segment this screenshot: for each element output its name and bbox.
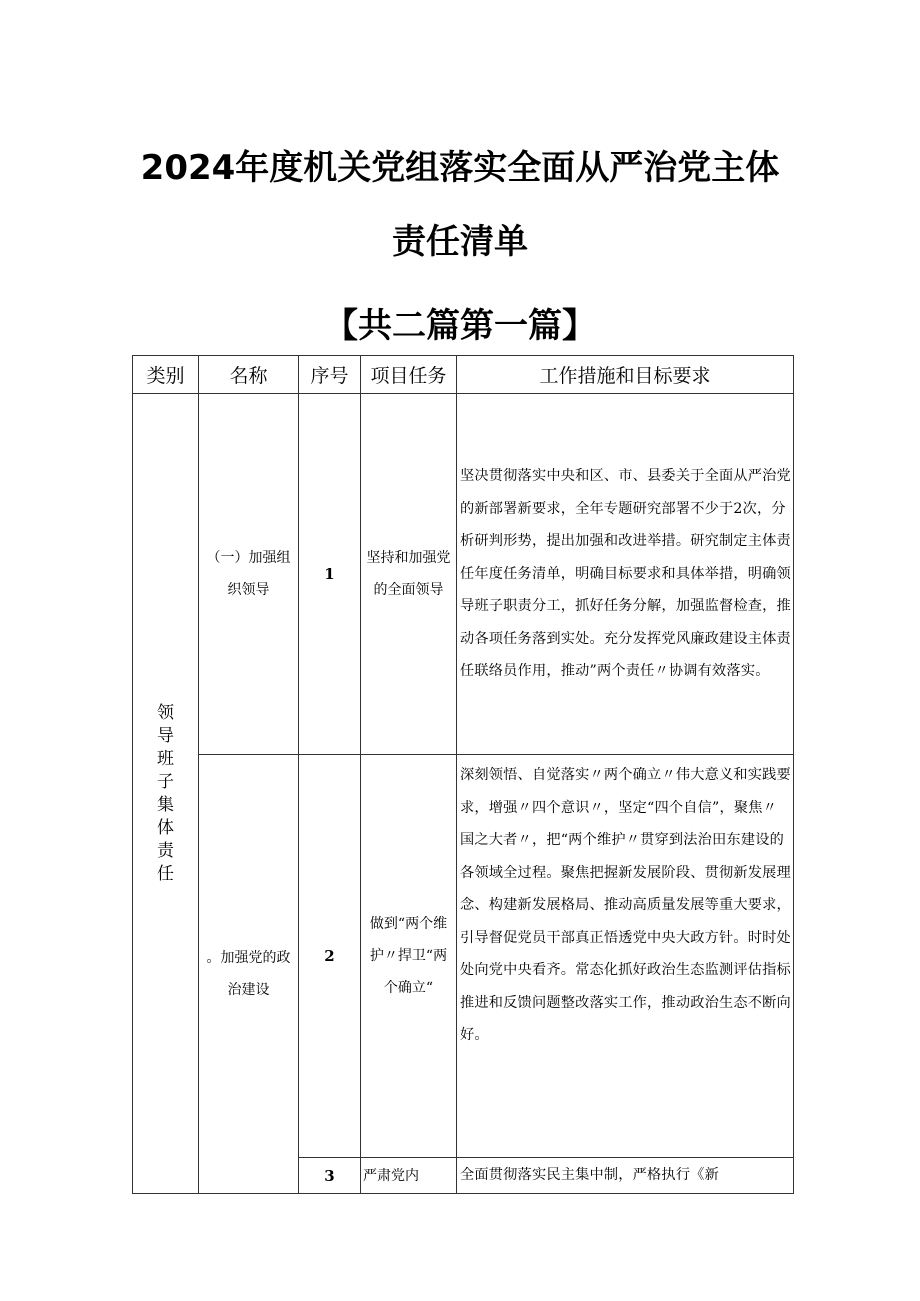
document-title-line-2: 责任清单 xyxy=(392,222,528,262)
header-name: 名称 xyxy=(199,356,299,394)
row-requirements: 坚决贯彻落实中央和区、市、县委关于全面从严治党的新部署新要求，全年专题研究部署不少于2次，分析研判形势，提出加强和改进举措。研究制定主体责任年度任务清单，明确目标要求和具体举措，明确领导班子职责分工，抓好任务分解，加强监督检查，推动各项任务落到实处。充分发挥党风廉政建设主体责任联络员作用，推动”两个责任〃协调有效落实。 xyxy=(457,394,794,755)
table-row xyxy=(133,394,794,755)
document-subtitle: 【共二篇第一篇】 xyxy=(324,306,596,346)
row-seq: 2 xyxy=(299,755,361,1158)
row-seq: 3 xyxy=(299,1158,361,1194)
row-seq: 1 xyxy=(299,394,361,755)
header-category: 类别 xyxy=(133,356,199,394)
document-title-line-1: 2024年度机关党组落实全面从严治党主体 xyxy=(140,148,780,188)
row-task: 坚持和加强党的全面领导 xyxy=(361,394,457,755)
row-task: 严肃党内 xyxy=(361,1158,457,1194)
table-header-row xyxy=(133,356,794,394)
row-task: 做到“两个维护〃捍卫“两个确立“ xyxy=(361,755,457,1158)
table-row xyxy=(133,755,794,1158)
header-requirements: 工作措施和目标要求 xyxy=(457,356,794,394)
row-requirements: 全面贯彻落实民主集中制，严格执行《新 xyxy=(457,1158,794,1194)
responsibility-table xyxy=(132,355,794,1194)
header-seq: 序号 xyxy=(299,356,361,394)
row-requirements: 深刻领悟、自觉落实〃两个确立〃伟大意义和实践要求，增强〃四个意识〃，坚定“四个自信”，聚焦〃国之大者〃，把“两个维护〃贯穿到法治田东建设的各领域全过程。聚焦把握新发展阶段、贯彻新发展理念、构建新发展格局、推动高质量发展等重大要求，引导督促党员干部真正悟透党中央大政方针。时时处处向党中央看齐。常态化抓好政治生态监测评估指标推进和反馈问题整改落实工作，推动政治生态不断向好。 xyxy=(457,755,794,1158)
category-cell xyxy=(133,394,199,1194)
category-label: 领导班子集体责任 xyxy=(157,702,174,884)
row-name: 。加强党的政治建设 xyxy=(199,755,299,1194)
row-name: （一）加强组织领导 xyxy=(199,394,299,755)
header-task: 项目任务 xyxy=(361,356,457,394)
